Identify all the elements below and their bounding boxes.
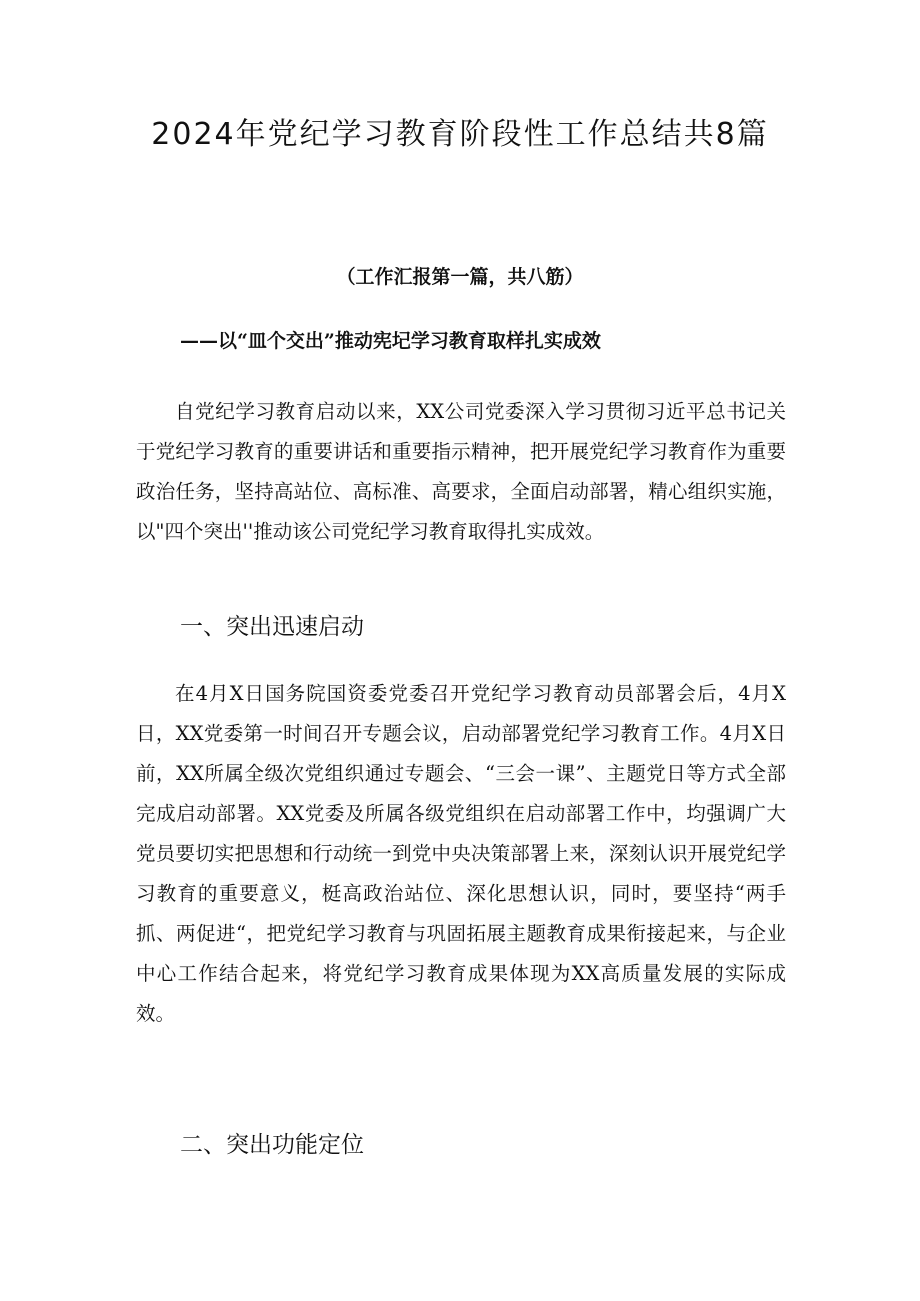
section-heading-2: 二、突出功能定位 xyxy=(180,1132,364,1158)
document-title: 2024年党纪学习教育阶段性工作总结共8篇 xyxy=(151,117,769,152)
section-heading-1: 一、突出迅速启动 xyxy=(180,614,364,640)
document-subheading: ——以“皿个交出”推动宪圮学习教育取样扎实成效 xyxy=(180,330,601,352)
document-subtitle: （工作汇报第一篇，共八筋） xyxy=(336,266,584,288)
section-paragraph-1: 在4月X日国务院国资委党委召开党纪学习教育动员部署会后，4月X日，XX党委第一时间召开专题会议，启动部署党纪学习教育工作。4月X日前，XX所属全级次党组织通过专题会、“三会一课”、主题党日等方式全部完成启动部署。XX党委及所属各级党组织在启动部署工作中，均强调广大党员要切实把思想和行动统一到党中央决策部署上来，深刻认识开展党纪学习教育的重要意义，梃高政治站位、深化思想认识，同时，要坚持“两手抓、两促进“，把党纪学习教育与巩固拓展主题教育成果衔接起来，与企业中心工作结合起来，将党纪学习教育成果体现为XX高质量发展的实际成效。 xyxy=(136,682,786,1025)
intro-paragraph: 自党纪学习教育启动以来，XX公司党委深入学习贯彻习近平总书记关于党纪学习教育的重要讲话和重要指示精神，把开展党纪学习教育作为重要政治任务，坚持高站位、高标准、高要求，全面启动部署，精心组织实施，以"四个突出''推动该公司党纪学习教育取得扎实成效。 xyxy=(136,400,786,543)
